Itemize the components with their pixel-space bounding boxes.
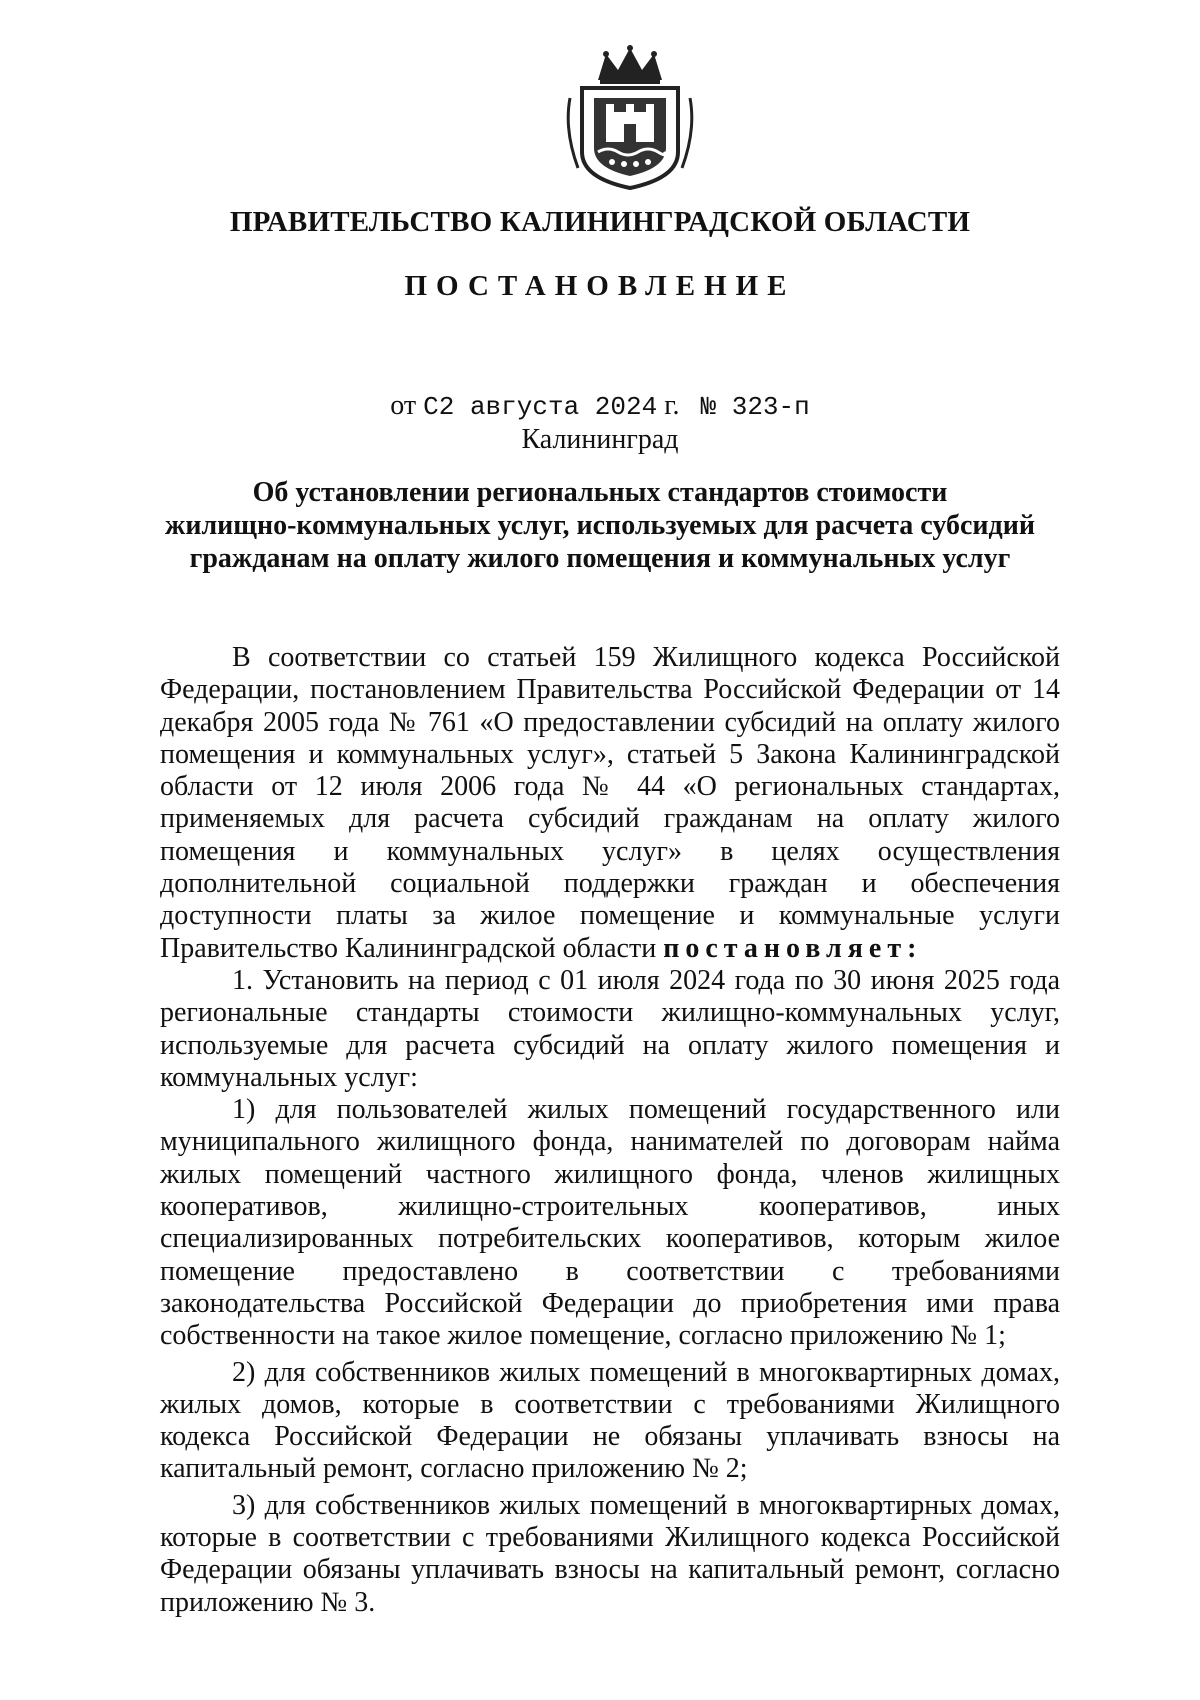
subject-line: гражданам на оплату жилого помещения и коммунальных услуг — [189, 543, 1011, 574]
subitem-3-paragraph: 3) для собственников жилых помещений в многоквартирных домах, которые в соответствии с требованиями Жилищного кодекса Российской Федерации обязаны уплачивать взносы на капитальный ремонт, согласно приложению № 3. — [160, 1489, 1060, 1618]
government-title: ПРАВИТЕЛЬСТВО КАЛИНИНГРАДСКОЙ ОБЛАСТИ — [229, 206, 971, 238]
date-prefix: от — [390, 390, 417, 421]
coat-of-arms-icon — [560, 40, 700, 190]
document-number: № 323-п — [700, 392, 810, 422]
subitem-1-paragraph: 1) для пользователей жилых помещений государственного или муниципального жилищного фонда, нанимателей по договорам найма жилых помещений частного жилищного фонда, членов жилищных кооперативов, жилищно-строительных кооперативов, иных специализированных потребительских кооперативов, которым жилое помещение предоставлено в соответствии с требованиями законодательства Российской Федерации до приобретения ими права собственности на такое жилое помещение, согласно приложению № 1; — [160, 1094, 1060, 1352]
date-number-line — [0, 390, 1200, 422]
city-name: Калининград — [521, 424, 679, 455]
subject-line: Об установлении региональных стандартов стоимости — [252, 477, 948, 508]
date-value: С2 августа 2024 — [423, 392, 658, 422]
document-body — [160, 642, 1060, 1619]
preamble-text: В соответствии со статьей 159 Жилищного кодекса Российской Федерации, постановлением Правительства Российской Федерации от 14 декабря 2005 года № 761 «О предоставлении субсидий на оплату жилого помещения и коммунальных услуг», статьей 5 Закона Калининградской области от 12 июля 2006 года № 44 «О региональных стандартах, применяемых для расчета субсидий гражданам на оплату жилого помещения и коммунальных услуг» в целях осуществления дополнительной социальной поддержки граждан и обеспечения доступности платы за жилое помещение и коммунальные услуги Правительство Калининградской области — [160, 642, 1060, 964]
coat-of-arms-emblem — [560, 40, 700, 190]
decides-word: постановляет: — [663, 932, 923, 964]
document-subject — [150, 476, 1050, 575]
item-1-paragraph: 1. Установить на период с 01 июля 2024 года по 30 июня 2025 года региональные стандарты стоимости жилищно-коммунальных услуг, используемые для расчета субсидий на оплату жилого помещения и коммунальных услуг: — [160, 964, 1060, 1093]
subitem-2-paragraph: 2) для собственников жилых помещений в многоквартирных домах, жилых домов, которые в соответствии с требованиями Жилищного кодекса Российской Федерации не обязаны уплачивать взносы на капитальный ремонт, согласно приложению № 2; — [160, 1356, 1060, 1485]
subject-line: жилищно-коммунальных услуг, используемых для расчета субсидий — [165, 510, 1035, 541]
date-suffix: г. — [664, 390, 680, 421]
preamble-paragraph — [160, 642, 1060, 965]
document-type: ПОСТАНОВЛЕНИЕ — [404, 270, 796, 302]
